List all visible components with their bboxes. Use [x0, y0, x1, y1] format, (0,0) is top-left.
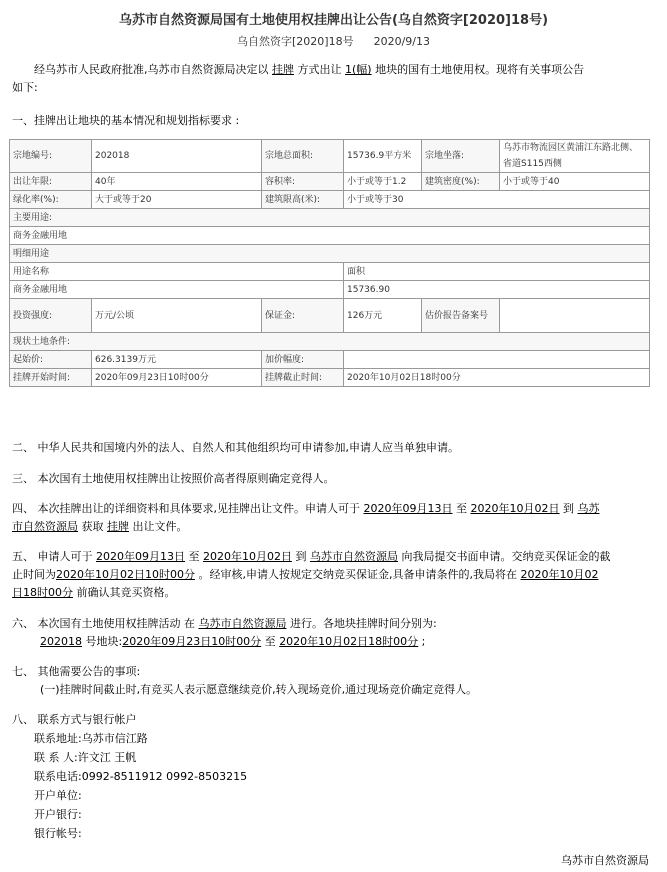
doc-number: 乌自然资字[2020]18号 [237, 35, 354, 48]
table-cell: 加价幅度: [262, 351, 344, 369]
table-row [10, 369, 650, 387]
table-cell: 宗地坐落: [422, 140, 500, 173]
table-row [10, 140, 650, 173]
table-cell: 挂牌开始时间: [10, 369, 92, 387]
table-cell: 面积 [344, 263, 650, 281]
table-row [10, 351, 650, 369]
table-cell: 126万元 [344, 299, 422, 333]
section-6: 六、 本次国有土地使用权挂牌活动 在 乌苏市自然资源局 进行。各地块挂牌时间分别为: 202018 号地块:2020年09月23日10时00分 至 2020年10月02日18时00分 ; [12, 617, 437, 648]
table-row [10, 299, 650, 333]
section-2: 二、 中华人民共和国境内外的法人、自然人和其他组织均可申请参加,申请人应当单独申请。 [12, 441, 459, 454]
table-cell: 202018 [92, 140, 262, 173]
table-cell: 挂牌截止时间: [262, 369, 344, 387]
section-8: 八、 联系方式与银行帐户 联系地址:乌苏市信江路 联 系 人:许文江 王帆 联系电话:0992-8511912 0992-8503215 开户单位: 开户银行: 银行帐号: [12, 713, 248, 840]
table-row [10, 173, 650, 191]
table-cell: 商务金融用地 [10, 227, 650, 245]
table-row [10, 191, 650, 209]
contact-address: 乌苏市信江路 [81, 732, 148, 745]
table-cell: 容积率: [262, 173, 344, 191]
table-cell: 2020年09月23日10时00分 [92, 369, 262, 387]
section-1-heading: 一、挂牌出让地块的基本情况和规划指标要求 : [12, 114, 240, 127]
section-4: 四、 本次挂牌出让的详细资料和具体要求,见挂牌出让文件。申请人可于 2020年09月13日 至 2020年10月02日 到 乌苏 市自然资源局 获取 挂牌 出让文件。 [12, 502, 600, 533]
table-cell: 宗地总面积: [262, 140, 344, 173]
table-row [10, 333, 650, 351]
table-cell: 40年 [92, 173, 262, 191]
table-cell: 绿化率(%): [10, 191, 92, 209]
table-cell: 明细用途 [10, 245, 650, 263]
table-cell: 大于或等于20 [92, 191, 262, 209]
table-cell: 15736.90 [344, 281, 650, 299]
table-row [10, 281, 650, 299]
doc-meta [0, 33, 667, 49]
page-title: 乌苏市自然资源局国有土地使用权挂牌出让公告(乌自然资字[2020]18号) [118, 13, 549, 28]
plot-count: 1(幅) [345, 63, 372, 76]
table-cell: 现状土地条件: [10, 333, 650, 351]
section-5: 五、 申请人可于 2020年09月13日 至 2020年10月02日 到 乌苏市自然资源局 向我局提交书面申请。交纳竞买保证金的截 止时间为2020年10月02日10时00分 。经审核,申请人按规定交纳竞买保证金,具备申请条件的,我局将在 2020年10月02 日18时00分 前确认其竞买资格。 [12, 550, 611, 599]
table-cell: 15736.9平方米 [344, 140, 422, 173]
contact-phone: 0992-8511912 0992-8503215 [81, 770, 248, 783]
table-cell: 小于或等于1.2 [344, 173, 422, 191]
table-cell: 万元/公顷 [92, 299, 262, 333]
intro-paragraph: 经乌苏市人民政府批准,乌苏市自然资源局决定以 挂牌 方式出让 1(幅) 地块的国有土地使用权。现将有关事项公告 如下: [12, 63, 585, 94]
table-cell: 2020年10月02日18时00分 [344, 369, 650, 387]
land-info-table [9, 139, 650, 387]
table-cell: 626.3139万元 [92, 351, 262, 369]
table-row [10, 227, 650, 245]
contact-person: 许文江 王帆 [77, 751, 137, 764]
table-cell: 乌苏市物流园区黄浦江东路北侧、省道S115西侧 [500, 140, 650, 173]
table-cell: 建筑限高(米): [262, 191, 344, 209]
table-cell: 保证金: [262, 299, 344, 333]
transfer-method: 挂牌 [272, 63, 294, 76]
table-cell: 用途名称 [10, 263, 344, 281]
table-cell: 估价报告备案号 [422, 299, 500, 333]
table-row [10, 209, 650, 227]
table-row [10, 245, 650, 263]
doc-date: 2020/9/13 [373, 35, 430, 48]
table-cell: 起始价: [10, 351, 92, 369]
table-row [10, 263, 650, 281]
table-cell [344, 351, 650, 369]
table-cell: 商务金融用地 [10, 281, 344, 299]
table-cell: 出让年限: [10, 173, 92, 191]
table-cell: 建筑密度(%): [422, 173, 500, 191]
table-cell: 主要用途: [10, 209, 650, 227]
table-cell: 宗地编号: [10, 140, 92, 173]
issuer-signature: 乌苏市自然资源局 [561, 854, 649, 867]
table-cell: 小于或等于30 [344, 191, 650, 209]
section-7: 七、 其他需要公告的事项: (一)挂牌时间截止时,有竞买人表示愿意继续竞价,转入现场竞价,通过现场竞价确定竞得人。 [12, 665, 478, 696]
table-cell [500, 299, 650, 333]
section-3: 三、 本次国有土地使用权挂牌出让按照价高者得原则确定竞得人。 [12, 472, 335, 485]
table-cell: 小于或等于40 [500, 173, 650, 191]
table-cell: 投资强度: [10, 299, 92, 333]
